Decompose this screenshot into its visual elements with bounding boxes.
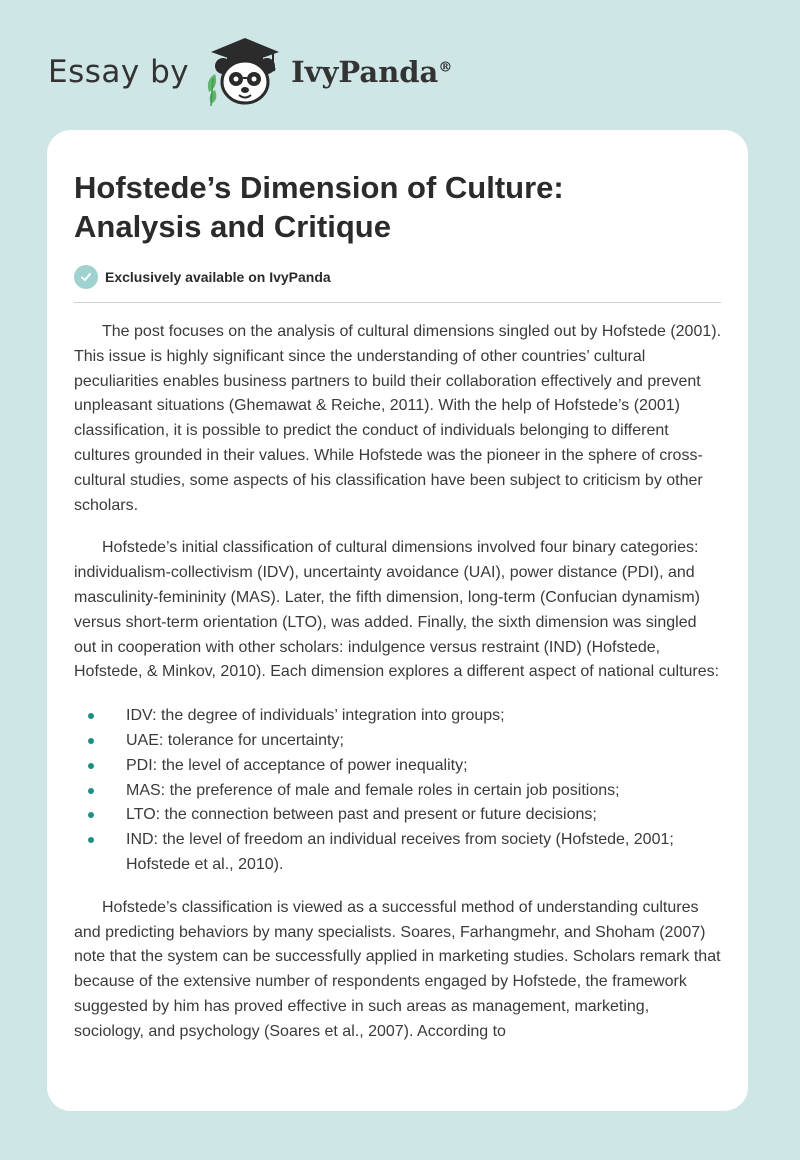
checkmark-icon bbox=[74, 265, 98, 289]
list-item: LTO: the connection between past and present or future decisions; bbox=[74, 803, 721, 828]
exclusive-badge-label: Exclusively available on IvyPanda bbox=[105, 269, 331, 285]
panda-logo-icon bbox=[201, 34, 285, 110]
essay-card bbox=[47, 130, 748, 1111]
paragraph: Hofstede’s classification is viewed as a successful method of understanding cultures and predicting behaviors by many specialists. Soares, Farhangmehr, and Shoham (2007) note that the system can be successfully applied in marketing studies. Scholars remark that because of the extensive number of respondents engaged by Hofstede, the framework suggested by him has proved effective in such areas as management, marketing, sociology, and psychology (Soares et al., 2007). According to bbox=[74, 898, 721, 1040]
list-item: IDV: the degree of individuals’ integration into groups; bbox=[74, 704, 721, 729]
essay-title-line-2: Analysis and Critique bbox=[74, 209, 391, 244]
list-item: IND: the level of freedom an individual receives from society (Hofstede, 2001; Hofstede et al., 2010). bbox=[74, 828, 721, 878]
list-item: MAS: the preference of male and female roles in certain job positions; bbox=[74, 779, 721, 804]
paragraph: The post focuses on the analysis of cultural dimensions singled out by Hofstede (2001). This issue is highly significant since the understanding of other countries’ cultural peculiarities enables business partners to build their collaboration effectively and prevent unpleasant situations (Ghemawat & Reiche, 2011). With the help of Hofstede’s (2001) classification, it is possible to predict the conduct of individuals belonging to different cultures grounded in their values. While Hofstede was the pioneer in the sphere of cross-cultural studies, some aspects of his classification have been subject to criticism by other scholars. bbox=[74, 323, 722, 514]
essay-body bbox=[74, 320, 721, 1045]
essay-title-line-1: Hofstede’s Dimension of Culture: bbox=[74, 170, 564, 205]
list-item: PDI: the level of acceptance of power inequality; bbox=[74, 754, 721, 779]
list-item: UAE: tolerance for uncertainty; bbox=[74, 729, 721, 754]
brand-prefix: Essay by bbox=[48, 54, 190, 90]
paragraph: Hofstede’s initial classification of cultural dimensions involved four binary categories: individualism-collectivism (IDV), uncertainty avoidance (UAI), power distance (PDI), and masculinity-femininity (MAS). Later, the fifth dimension, long-term (Confucian dynamism) versus short-term orientation (LTO), was added. Finally, the sixth dimension was singled out in cooperation with other scholars: indulgence versus restraint (IND) (Hofstede, Hofstede, & Minkov, 2010). Each dimension explores a different aspect of national cultures: bbox=[74, 539, 720, 681]
brand-header bbox=[48, 34, 452, 110]
dimension-list bbox=[74, 704, 721, 878]
brand-name: IvyPanda® bbox=[291, 55, 453, 89]
exclusive-badge bbox=[74, 265, 721, 303]
essay-title bbox=[74, 168, 721, 246]
